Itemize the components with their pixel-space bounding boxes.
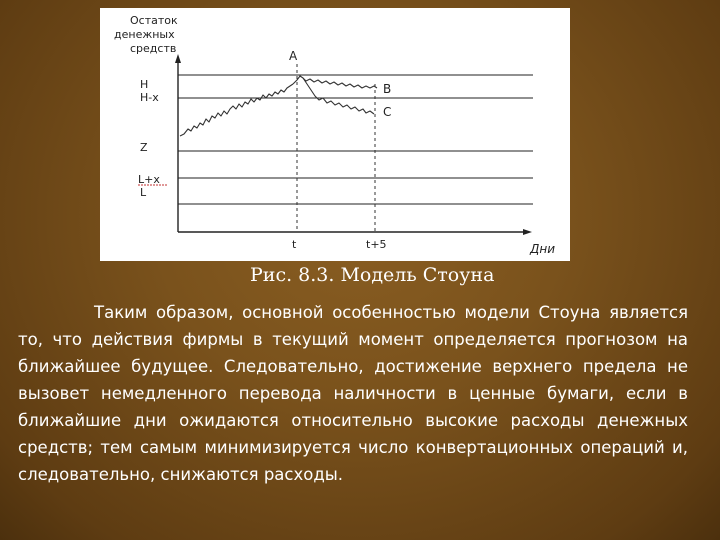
- x-tick-label-t-plus-5: t+5: [366, 238, 387, 251]
- body-paragraph: Таким образом, основной особенностью модели Стоуна является то, что действия фирмы в текущий момент определяется прогнозом на ближайшее будущее. Следовательно, достижение верхнего предела не вызовет немедленного перевода наличности в ценные бумаги, если в ближайшие дни ожидаются относительно высокие расходы денежных средств; тем самым минимизируется число конвертационных операций и, следовательно, снижаются расходы.: [18, 303, 688, 484]
- forecast-branch-c: [303, 78, 374, 114]
- level-label-l: L: [140, 186, 147, 199]
- figure-caption: Рис. 8.3. Модель Стоуна: [250, 264, 495, 286]
- y-axis-title-line-3: средств: [130, 42, 177, 55]
- y-axis-arrow: [175, 54, 181, 63]
- stone-model-figure: [100, 8, 570, 261]
- x-axis-title: Дни: [530, 242, 556, 256]
- stone-model-diagram: [100, 8, 570, 261]
- y-axis-title-line-2: денежных: [114, 28, 175, 41]
- y-axis-title-line-1: Остаток: [130, 14, 178, 27]
- level-label-h: H: [140, 78, 149, 91]
- point-label-b: B: [383, 82, 392, 96]
- x-tick-label-t: t: [292, 238, 297, 251]
- point-label-c: C: [383, 105, 392, 119]
- level-label-l-x: L+x: [138, 173, 160, 186]
- x-axis-arrow: [523, 229, 532, 235]
- point-label-a: A: [289, 49, 298, 63]
- level-label-h-x: H-x: [140, 91, 159, 104]
- level-label-z: Z: [140, 141, 148, 154]
- cash-balance-curve: [180, 84, 293, 136]
